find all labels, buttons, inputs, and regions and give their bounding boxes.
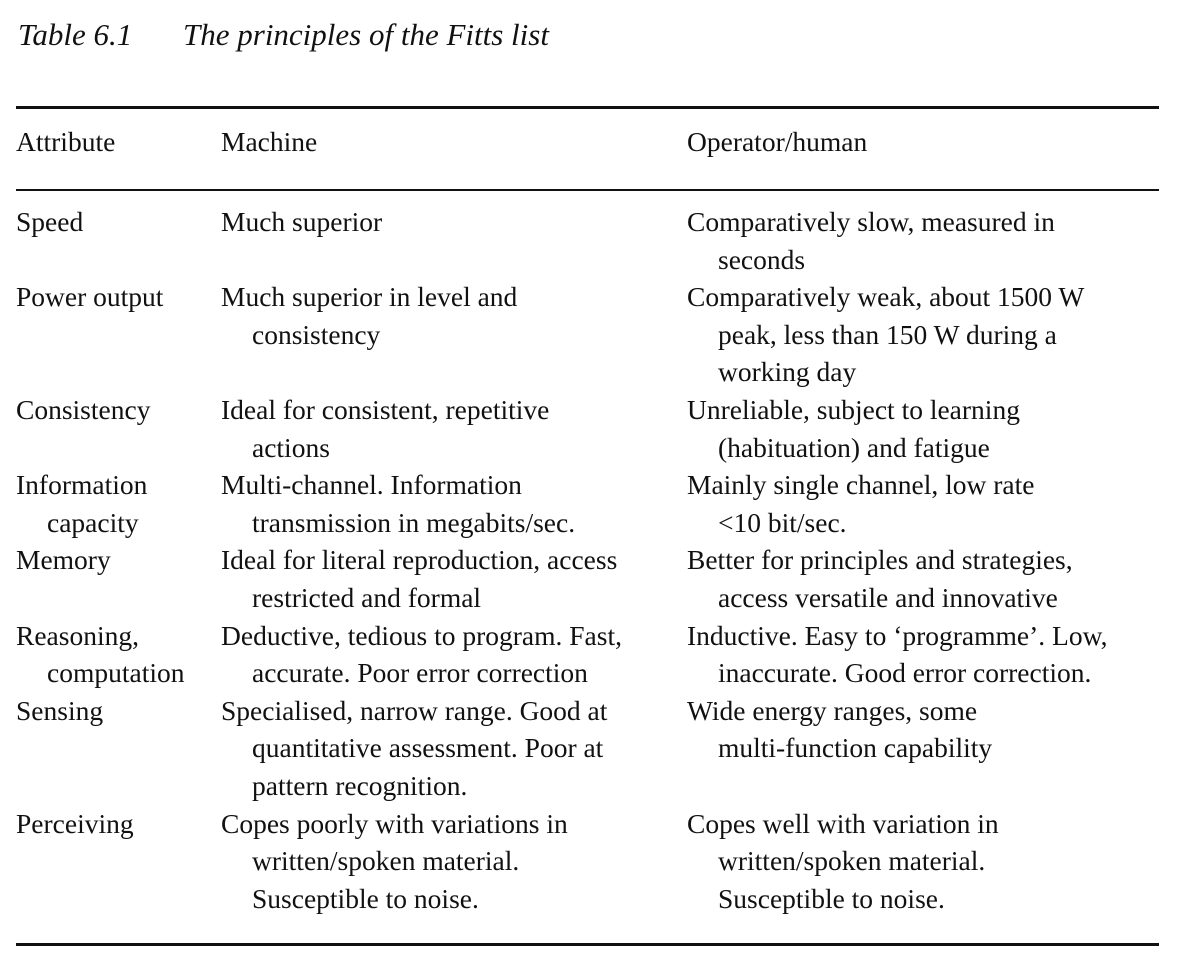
machine-cell: [221, 203, 382, 241]
cell-line: Information: [16, 469, 148, 501]
operator-human-cell: [687, 278, 1084, 391]
cell-line: written/spoken material.: [718, 845, 986, 877]
cell-line: capacity: [47, 506, 139, 538]
cell-line: Deductive, tedious to program. Fast,: [221, 619, 622, 651]
cell-line: access versatile and innovative: [718, 581, 1058, 613]
cell-line: Copes well with variation in: [687, 807, 999, 839]
cell-line: multi-function capability: [718, 732, 993, 764]
cell-line: Reasoning,: [16, 619, 139, 651]
machine-cell: [221, 617, 622, 692]
cell-line: Copes poorly with variations in: [221, 807, 568, 839]
cell-line: Mainly single channel, low rate: [687, 469, 1035, 501]
cell-line: transmission in megabits/sec.: [252, 506, 576, 538]
cell-line: Unreliable, subject to learning: [687, 394, 1020, 425]
top-rule: [16, 106, 1159, 109]
cell-line: Much superior: [221, 206, 383, 237]
cell-line: Ideal for literal reproduction, access: [221, 544, 618, 576]
cell-line: Wide energy ranges, some: [687, 694, 978, 726]
cell-line: Ideal for consistent, repetitive: [221, 394, 550, 425]
machine-cell: [221, 805, 568, 918]
cell-line: consistency: [252, 318, 381, 350]
operator-human-cell: [687, 466, 1034, 541]
machine-cell: [221, 278, 517, 353]
cell-line: Specialised, narrow range. Good at: [221, 694, 608, 726]
table-number: Table 6.1: [18, 17, 133, 52]
attribute-cell: [16, 391, 150, 429]
machine-cell: [221, 391, 549, 466]
attribute-cell: [16, 617, 184, 692]
cell-line: Susceptible to noise.: [252, 882, 479, 914]
operator-human-cell: [687, 805, 999, 918]
attribute-cell: [16, 541, 111, 579]
cell-line: Comparatively slow, measured in: [687, 206, 1055, 237]
header-machine: Machine: [221, 126, 318, 157]
cell-line: Comparatively weak, about 1500 W: [687, 281, 1085, 313]
operator-human-cell: [687, 617, 1108, 692]
operator-human-cell: [687, 692, 992, 767]
machine-cell: [221, 541, 617, 616]
cell-line: written/spoken material.: [252, 845, 520, 877]
cell-line: Inductive. Easy to ‘programme’. Low,: [687, 619, 1108, 651]
header-operator-human: Operator/human: [687, 126, 868, 157]
cell-line: (habituation) and fatigue: [718, 431, 990, 463]
cell-line: Sensing: [16, 694, 104, 726]
cell-line: restricted and formal: [252, 581, 482, 613]
attribute-cell: [16, 692, 103, 730]
cell-line: actions: [252, 431, 330, 463]
cell-line: pattern recognition.: [252, 769, 468, 801]
cell-line: inaccurate. Good error correction.: [718, 657, 1092, 689]
machine-cell: [221, 466, 575, 541]
cell-line: <10 bit/sec.: [718, 506, 847, 538]
cell-line: seconds: [718, 243, 806, 275]
attribute-cell: [16, 805, 134, 843]
header-attribute: Attribute: [16, 126, 116, 157]
machine-cell: [221, 692, 607, 805]
cell-line: Multi-channel. Information: [221, 469, 522, 501]
cell-line: Better for principles and strategies,: [687, 544, 1073, 576]
cell-line: Consistency: [16, 394, 151, 425]
header-rule: [16, 189, 1159, 191]
attribute-cell: [16, 466, 147, 541]
cell-line: computation: [47, 657, 185, 689]
cell-line: Much superior in level and: [221, 281, 518, 313]
cell-line: peak, less than 150 W during a: [718, 318, 1057, 350]
cell-line: working day: [718, 356, 857, 388]
table-caption: [18, 12, 549, 58]
operator-human-cell: [687, 203, 1055, 278]
cell-line: Perceiving: [16, 807, 134, 839]
operator-human-cell: [687, 391, 1020, 466]
cell-line: Memory: [16, 544, 111, 576]
cell-line: Speed: [16, 206, 84, 237]
cell-line: accurate. Poor error correction: [252, 657, 588, 689]
cell-line: Power output: [16, 281, 164, 313]
cell-line: Susceptible to noise.: [718, 882, 945, 914]
bottom-rule: [16, 943, 1159, 946]
operator-human-cell: [687, 541, 1073, 616]
attribute-cell: [16, 203, 83, 241]
cell-line: quantitative assessment. Poor at: [252, 732, 604, 764]
attribute-cell: [16, 278, 163, 316]
table-title: The principles of the Fitts list: [183, 17, 549, 52]
